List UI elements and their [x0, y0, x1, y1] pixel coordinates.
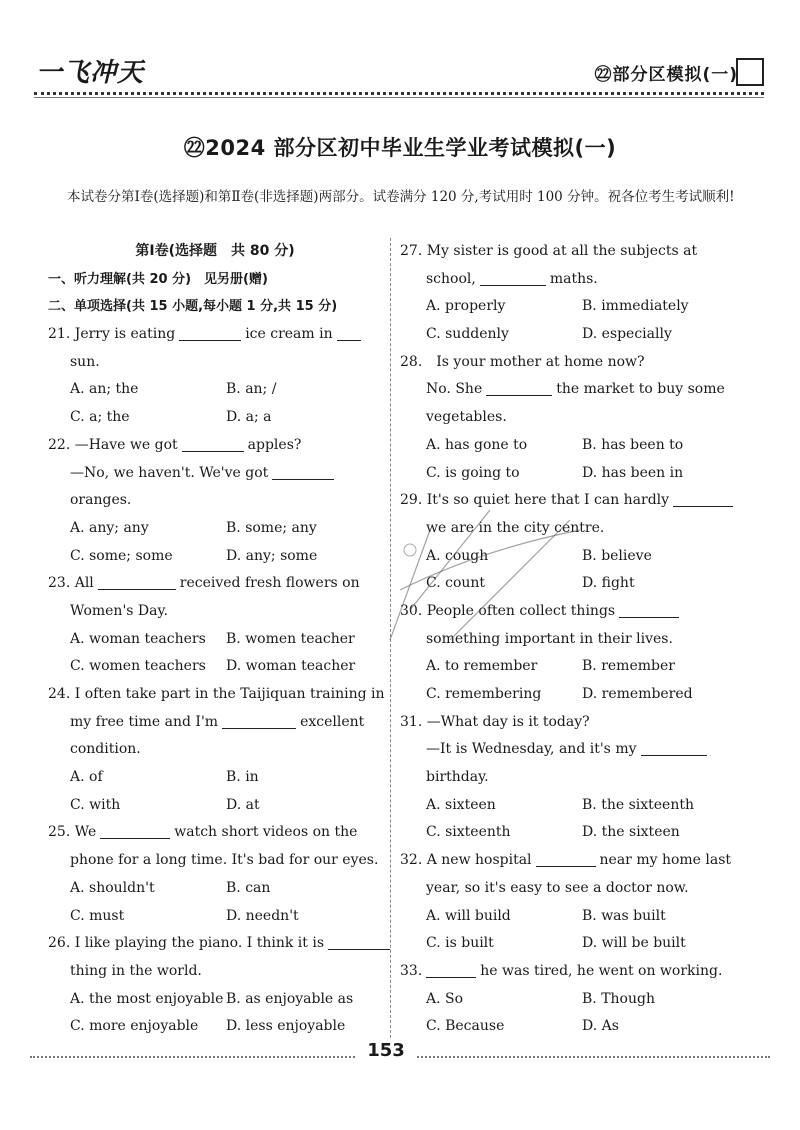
q27-option-d[interactable]: D. especially	[582, 326, 672, 343]
q33-option-b[interactable]: B. Though	[582, 990, 655, 1007]
q21-text-a: 21. Jerry is eating	[48, 326, 176, 343]
q21-option-c[interactable]: C. a; the	[70, 409, 130, 426]
page-number: 153	[356, 1040, 416, 1061]
header-badge-icon	[736, 58, 764, 86]
q27-option-c[interactable]: C. suddenly	[426, 326, 509, 343]
right-column	[400, 238, 738, 1041]
part-title: 第Ⅰ卷(选择题 共 80 分)	[135, 243, 295, 259]
exam-intro: 本试卷分第Ⅰ卷(选择题)和第Ⅱ卷(非选择题)两部分。试卷满分 120 分,考试用时 100 分钟。祝各位考生考试顺利!	[67, 189, 735, 205]
q22-option-d[interactable]: D. any; some	[226, 547, 318, 564]
question-30	[400, 598, 738, 709]
q26-blank[interactable]	[328, 933, 390, 950]
q23-option-a[interactable]: A. woman teachers	[70, 630, 206, 647]
q26-text-a: 26. I like playing the piano. I think it is	[48, 935, 325, 952]
q28-blank[interactable]	[486, 379, 552, 396]
q23-option-c[interactable]: C. women teachers	[70, 658, 206, 675]
q24-text-a: 24. I often take part in the Taijiquan training in	[48, 686, 385, 702]
q30-option-a[interactable]: A. to remember	[426, 658, 538, 675]
q26-option-c[interactable]: C. more enjoyable	[70, 1018, 199, 1035]
q32-text-c: year, so it's easy to see a doctor now.	[426, 879, 689, 896]
q31-text-b: —It is Wednesday, and it's my	[426, 741, 637, 758]
q24-text-c: excellent	[300, 713, 365, 730]
q25-option-c[interactable]: C. must	[70, 907, 125, 924]
header-rule	[34, 92, 764, 95]
q25-text-b: watch short videos on the	[174, 824, 358, 841]
q30-option-b[interactable]: B. remember	[582, 658, 675, 675]
header-section-label: ㉒部分区模拟(一)	[594, 65, 738, 85]
q23-text-b: received fresh flowers on	[179, 575, 360, 592]
q29-blank[interactable]	[673, 490, 733, 507]
q26-text-b: thing in the world.	[70, 962, 202, 979]
q30-blank[interactable]	[619, 601, 679, 618]
q27-text-c: maths.	[549, 270, 598, 287]
question-22	[48, 432, 382, 570]
question-23	[48, 570, 382, 681]
q22-option-c[interactable]: C. some; some	[70, 547, 173, 564]
q32-text-a: 32. A new hospital	[400, 852, 532, 869]
q31-option-b[interactable]: B. the sixteenth	[582, 796, 694, 813]
q28-text-b: No. She	[426, 381, 483, 398]
question-27	[400, 238, 738, 349]
q25-option-d[interactable]: D. needn't	[226, 907, 299, 924]
q22-text-b: apples?	[247, 436, 302, 453]
q29-option-c[interactable]: C. count	[426, 575, 486, 592]
question-21	[48, 321, 382, 432]
question-32	[400, 847, 738, 958]
q22-blank-2[interactable]	[272, 463, 334, 480]
q24-option-b[interactable]: B. in	[226, 769, 259, 786]
q31-option-a[interactable]: A. sixteen	[426, 796, 496, 813]
question-24	[48, 681, 385, 819]
section-single-choice: 二、单项选择(共 15 小题,每小题 1 分,共 15 分)	[48, 299, 338, 315]
q21-option-a[interactable]: A. an; the	[70, 381, 139, 398]
q32-option-d[interactable]: D. will be built	[582, 935, 686, 952]
q27-text-b: school,	[426, 270, 476, 287]
q25-option-b[interactable]: B. can	[226, 879, 271, 896]
page-title: ㉒2024 部分区初中毕业生学业考试模拟(一)	[183, 136, 617, 160]
column-divider	[390, 238, 391, 1038]
q26-option-a[interactable]: A. the most enjoyable	[70, 990, 224, 1007]
q32-blank[interactable]	[536, 850, 596, 867]
q24-option-c[interactable]: C. with	[70, 796, 121, 813]
q26-option-b[interactable]: B. as enjoyable as	[226, 990, 354, 1007]
q31-text-c: birthday.	[426, 769, 489, 786]
q33-option-a[interactable]: A. So	[426, 990, 464, 1007]
q28-text-d: vegetables.	[426, 409, 507, 426]
q21-option-b[interactable]: B. an; /	[226, 381, 277, 398]
left-column	[48, 238, 385, 1041]
q25-option-a[interactable]: A. shouldn't	[70, 879, 155, 896]
q22-text-d: oranges.	[70, 492, 132, 509]
q28-text-a: 28. Is your mother at home now?	[400, 353, 645, 370]
question-31	[400, 709, 738, 847]
q31-text-a: 31. —What day is it today?	[400, 713, 590, 730]
question-26	[48, 930, 382, 1041]
q24-option-a[interactable]: A. of	[70, 769, 103, 786]
q33-text-b: he was tired, he went on working.	[480, 962, 723, 979]
q30-text-a: 30. People often collect things	[400, 602, 616, 619]
q21-text-b: ice cream in	[245, 326, 333, 343]
header-rule-thin	[34, 97, 764, 98]
q22-text-a: 22. —Have we got	[48, 436, 178, 453]
q24-option-d[interactable]: D. at	[226, 796, 260, 813]
q23-blank[interactable]	[98, 573, 176, 590]
q30-option-c[interactable]: C. remembering	[426, 686, 542, 702]
q32-option-a[interactable]: A. will build	[426, 907, 511, 924]
q23-text-c: Women's Day.	[70, 602, 168, 619]
q25-blank[interactable]	[100, 822, 170, 839]
q24-text-d: condition.	[70, 741, 141, 758]
q25-text-a: 25. We	[48, 824, 97, 841]
q25-text-c: phone for a long time. It's bad for our eyes.	[70, 852, 379, 869]
q31-option-d[interactable]: D. the sixteen	[582, 824, 680, 841]
q27-blank[interactable]	[480, 269, 546, 286]
q32-option-c[interactable]: C. is built	[426, 935, 494, 952]
q28-option-b[interactable]: B. has been to	[582, 436, 684, 453]
q32-option-b[interactable]: B. was built	[582, 907, 666, 924]
q27-option-a[interactable]: A. properly	[426, 298, 506, 315]
q33-text-a: 33.	[400, 962, 423, 979]
question-25	[48, 819, 382, 930]
q22-text-c: —No, we haven't. We've got	[70, 464, 269, 481]
q23-option-b[interactable]: B. women teacher	[226, 630, 355, 647]
q21-blank-1[interactable]	[179, 324, 241, 341]
q21-text-c: sun.	[70, 353, 100, 370]
q21-blank-2[interactable]	[337, 324, 361, 341]
q28-text-c: the market to buy some	[556, 381, 725, 398]
q23-option-d[interactable]: D. woman teacher	[226, 658, 356, 675]
q31-blank[interactable]	[641, 739, 707, 756]
header-brand: 一飞冲天	[36, 58, 145, 88]
q31-option-c[interactable]: C. sixteenth	[426, 824, 511, 841]
q28-option-d[interactable]: D. has been in	[582, 464, 684, 481]
q33-blank[interactable]	[426, 961, 476, 978]
q30-option-d[interactable]: D. remembered	[582, 686, 693, 702]
question-29	[400, 487, 738, 598]
q28-option-a[interactable]: A. has gone to	[426, 436, 528, 453]
q29-option-d[interactable]: D. fight	[582, 575, 635, 592]
q30-text-b: something important in their lives.	[426, 630, 673, 647]
q22-option-a[interactable]: A. any; any	[70, 519, 149, 536]
q29-text-b: we are in the city centre.	[426, 519, 605, 536]
q33-option-c[interactable]: C. Because	[426, 1018, 505, 1035]
q22-option-b[interactable]: B. some; any	[226, 519, 317, 536]
q24-blank[interactable]	[222, 712, 296, 729]
q27-text-a: 27. My sister is good at all the subjects at	[400, 243, 698, 259]
q22-blank-1[interactable]	[182, 435, 244, 452]
q23-text-a: 23. All	[48, 575, 94, 592]
q33-option-d[interactable]: D. As	[582, 1018, 619, 1035]
section-listening: 一、听力理解(共 20 分) 见另册(赠)	[48, 271, 268, 287]
q28-option-c[interactable]: C. is going to	[426, 464, 520, 481]
q26-option-d[interactable]: D. less enjoyable	[226, 1018, 346, 1035]
q24-text-b: my free time and I'm	[70, 713, 219, 730]
q29-option-a[interactable]: A. cough	[426, 547, 489, 564]
question-28	[400, 349, 738, 487]
q29-option-b[interactable]: B. believe	[582, 547, 652, 564]
q29-text-a: 29. It's so quiet here that I can hardly	[400, 492, 670, 509]
q27-option-b[interactable]: B. immediately	[582, 298, 689, 315]
q21-option-d[interactable]: D. a; a	[226, 409, 272, 426]
question-33	[400, 958, 738, 1041]
q32-text-b: near my home last	[599, 852, 732, 869]
